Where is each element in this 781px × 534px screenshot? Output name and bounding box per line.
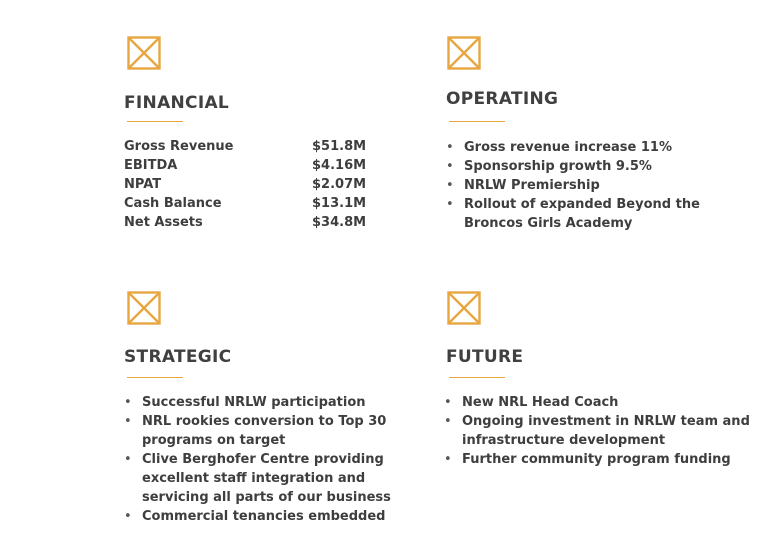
financial-placeholder-icon [127, 36, 161, 70]
list-item: • Sponsorship growth 9.5% [446, 157, 766, 176]
list-item: • NRL rookies conversion to Top 30 programs on target [124, 412, 404, 450]
list-item: • New NRL Head Coach [444, 393, 774, 412]
list-item: • Gross revenue increase 11% [446, 138, 766, 157]
financial-row [124, 213, 366, 232]
financial-row [124, 175, 366, 194]
operating-placeholder-icon [447, 36, 481, 70]
list-item: • Ongoing investment in NRLW team and infrastructure development [444, 412, 772, 450]
strategic-placeholder-icon [127, 291, 161, 325]
financial-heading: FINANCIAL [124, 93, 230, 113]
financial-table [124, 137, 366, 232]
list-item: • Rollout of expanded Beyond the Broncos Girls Academy [446, 195, 714, 233]
financial-row [124, 137, 366, 156]
list-item: • Clive Berghofer Centre providing excellent staff integration and servicing all parts of our business [124, 450, 414, 507]
financial-row-label: NPAT [124, 177, 162, 192]
operating-underline [449, 121, 505, 122]
financial-row-label: Net Assets [124, 215, 203, 230]
list-item: • Successful NRLW participation [124, 393, 414, 412]
future-underline [449, 377, 505, 378]
operating-list [446, 138, 766, 233]
financial-row-label: Cash Balance [124, 196, 222, 211]
future-placeholder-icon [447, 291, 481, 325]
future-list [444, 393, 774, 469]
list-item: • Commercial tenancies embedded [124, 507, 414, 526]
financial-row [124, 156, 366, 175]
financial-row-value: $2.07M [312, 177, 367, 192]
financial-underline [127, 121, 183, 122]
financial-row-value: $4.16M [312, 158, 367, 173]
operating-heading: OPERATING [446, 89, 559, 109]
financial-row-label: Gross Revenue [124, 139, 234, 154]
financial-row-value: $13.1M [312, 196, 367, 211]
strategic-list [124, 393, 414, 526]
financial-row [124, 194, 366, 213]
financial-row-value: $51.8M [312, 139, 367, 154]
future-heading: FUTURE [446, 347, 524, 367]
list-item: • NRLW Premiership [446, 176, 766, 195]
financial-row-value: $34.8M [312, 215, 367, 230]
strategic-heading: STRATEGIC [124, 347, 232, 367]
list-item: • Further community program funding [444, 450, 774, 469]
strategic-underline [127, 377, 183, 378]
financial-row-label: EBITDA [124, 158, 178, 173]
